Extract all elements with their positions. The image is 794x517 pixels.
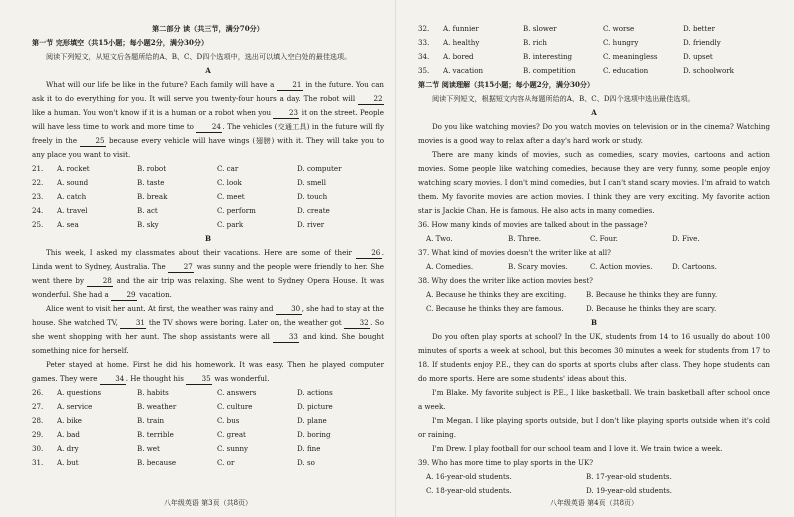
- page-fold: [395, 0, 396, 517]
- section1-title: 第一节 完形填空（共15小题；每小题2分，满分30分）: [32, 38, 209, 47]
- question-38: 38. Why does the writer like action movies best?: [418, 276, 593, 285]
- passage-b-para1: This week, I asked my classmates about their vacations. Here are some of their 26. Linda went to Sydney, Australia. The 27 was sunny and the people were friendly to her. She went there by 28 and the air trip was relaxing. She went to Sydney Opera House. It was wonderful. She had a 29 vacation.: [32, 248, 384, 299]
- question-34: 34. A. bored B. interesting C. meaningless D. upset: [418, 52, 713, 61]
- reading-b-para4: I'm Drew. I play football for our school team and I love it. We train twice a week.: [432, 444, 723, 453]
- reading-passage-b-label: B: [591, 318, 597, 327]
- question-38-options-1: A. Because he thinks they are exciting. B. Because he thinks they are funny.: [426, 290, 718, 299]
- blank-34: 34: [100, 373, 126, 385]
- blank-22: 22: [358, 93, 384, 105]
- question-24: 24. A. travel B. act C. perform D. create: [32, 206, 330, 215]
- question-22: 22. A. sound B. taste C. look D. smell: [32, 178, 327, 187]
- page-3: [32, 22, 384, 510]
- question-37: 37. What kind of movies doesn't the writer like at all?: [418, 248, 611, 257]
- question-26: 26. A. questions B. habits C. answers D. actions: [32, 388, 333, 397]
- blank-23: 23: [273, 107, 299, 119]
- question-32: 32. A. funnier B. slower C. worse D. better: [418, 24, 715, 33]
- question-23: 23. A. catch B. break C. meet D. touch: [32, 192, 328, 201]
- question-31: 31. A. but B. because C. or D. so: [32, 458, 315, 467]
- options-a: [32, 162, 384, 232]
- passage-b-label: B: [205, 234, 211, 243]
- reading-b-para3: I'm Megan. I like playing sports outside, but I don't like playing sports outside when it's cold or raining.: [418, 416, 770, 439]
- blank-27: 27: [168, 261, 194, 273]
- blank-29: 29: [111, 289, 137, 301]
- question-39-options-2: C. 18-year-old students. D. 19-year-old students.: [426, 486, 673, 495]
- question-33: 33. A. healthy B. rich C. hungry D. friendly: [418, 38, 721, 47]
- question-29: 29. A. bad B. terrible C. great D. boring: [32, 430, 331, 439]
- options-b-continued: [418, 22, 770, 78]
- passage-b-para3: Peter stayed at home. First he did his homework. It was easy. Then he played computer games. They were 34. He thought his 35 was wonderful.: [32, 360, 384, 383]
- blank-35: 35: [186, 373, 212, 385]
- blank-33: 33: [273, 331, 299, 343]
- blank-25: 25: [80, 135, 106, 147]
- passage-b-para2: Alice went to visit her aunt. At first, the weather was rainy and 30, she had to stay at the house. She watched TV, 31 the TV shows were boring. Later on, the weather got 32. So she went shopping with her aunt. The shop assistants were all 33 and kind. She bought something nice for herself.: [32, 304, 385, 355]
- page-4: [418, 22, 770, 510]
- page-footer-3: 八年级英语 第3页（共8页）: [163, 499, 253, 507]
- passage-a-label: A: [205, 66, 211, 75]
- question-37-options: A. Comedies. B. Scary movies. C. Action movies. D. Cartoons.: [426, 262, 717, 271]
- blank-21: 21: [277, 79, 303, 91]
- part-title: 第二部分 读（共三节，满分70分）: [152, 24, 264, 33]
- blank-26: 26: [356, 247, 382, 259]
- section1-instructions: 阅读下列短文，从短文后各题所给的A、B、C、D四个选项中，选出可以填入空白处的最佳选项。: [46, 52, 352, 61]
- blank-28: 28: [87, 275, 113, 287]
- section2-instructions: 阅读下列短文，根据短文内容从每题所给的A、B、C、D四个选项中选出最佳选项。: [432, 94, 695, 103]
- question-21: 21. A. rocket B. robot C. car D. computer: [32, 164, 342, 173]
- question-39: 39. Who has more time to play sports in the UK?: [418, 458, 594, 467]
- options-b: [32, 386, 384, 470]
- question-27: 27. A. service B. weather C. culture D. picture: [32, 402, 333, 411]
- question-25: 25. A. sea B. sky C. park D. river: [32, 220, 325, 229]
- reading-passage-a-label: A: [591, 108, 597, 117]
- reading-a-para2: There are many kinds of movies, such as comedies, scary movies, cartoons and action movies. Some people like watching comedies, because they are very funny, some people enjoy watching scary movies. I don't mind comedies, but I can't stand scary movies. I'm afraid to watch them. My favorite movies are action movies. I think they are very exciting. My favorite action star is Jackie Chan. He is famous. He also acts in many comedies.: [418, 150, 770, 215]
- blank-30: 30: [276, 303, 302, 315]
- reading-a-para1: Do you like watching movies? Do you watch movies on television or in the cinema? Watching movies is a good way to relax after a day's hard work or study.: [418, 122, 770, 145]
- page-footer-4: 八年级英语 第4页（共8页）: [549, 499, 639, 507]
- question-39-options-1: A. 16-year-old students. B. 17-year-old students.: [426, 472, 672, 481]
- blank-32: 32: [344, 317, 370, 329]
- passage-a-text: What will our life be like in the future? Each family will have a 21 in the future. You can ask it to do everything for you. It will serve you twenty-four hours a day. The robot will 22 like a human. You won't know if it is a human or a robot when you 23 it on the street. People will have less time to work and more time to 24. The vehicles (交通工具) in the future will fly freely in the 25 because every vehicle will have wings (翅膀) with it. They will take you to any place you want to visit.: [32, 80, 385, 159]
- reading-b-para1: Do you often play sports at school? In the UK, students from 14 to 16 usually do about 100 minutes of sports a week at school, but this becomes 30 minutes a week for students from 17 to 18. If students enjoy P.E., they can do sports at sports clubs after class. They hope students can do more sports. Here are some students' ideas about this.: [418, 332, 770, 383]
- blank-24: 24: [196, 121, 222, 133]
- blank-31: 31: [120, 317, 146, 329]
- section2-title: 第二节 阅读理解（共15小题；每小题2分，满分30分）: [418, 80, 595, 89]
- question-35: 35. A. vacation B. competition C. education D. schoolwork: [418, 66, 734, 75]
- question-36: 36. How many kinds of movies are talked about in the passage?: [418, 220, 648, 229]
- question-28: 28. A. bike B. train C. bus D. plane: [32, 416, 327, 425]
- question-30: 30. A. dry B. wet C. sunny D. fine: [32, 444, 321, 453]
- question-38-options-2: C. Because he thinks they are famous. D. Because he thinks they are scary.: [426, 304, 717, 313]
- question-36-options: A. Two. B. Three. C. Four. D. Five.: [426, 234, 700, 243]
- reading-b-para2: I'm Blake. My favorite subject is P.E., I like basketball. We train basketball after school once a week.: [418, 388, 770, 411]
